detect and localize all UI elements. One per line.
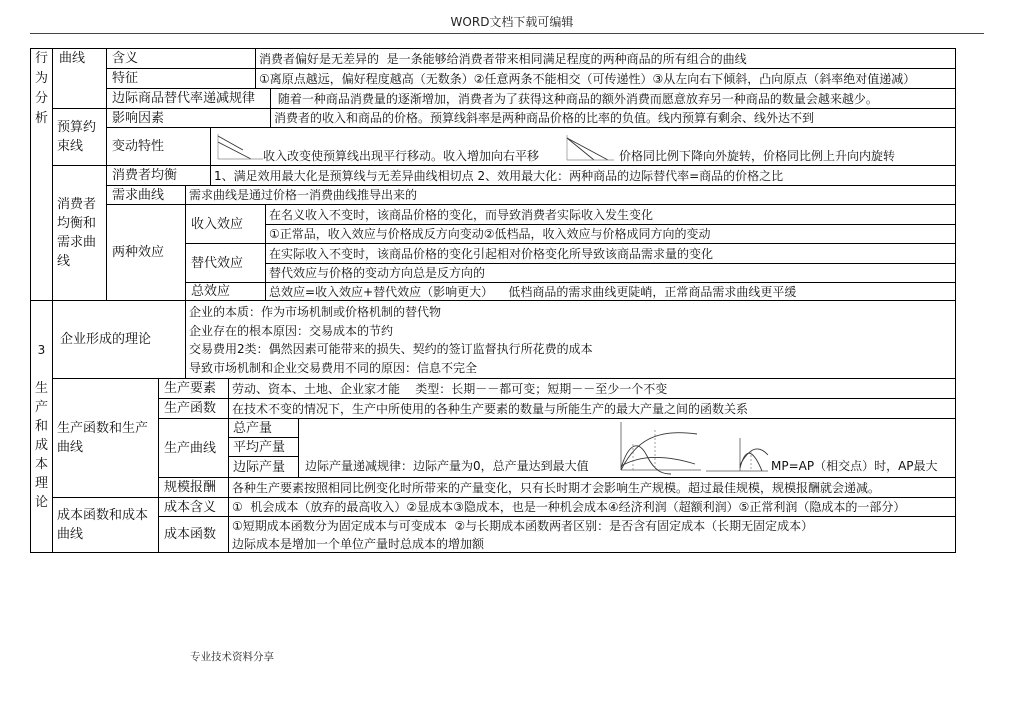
mrs-law-label: 边际商品替代率递减规律 bbox=[106, 88, 271, 109]
production-section-column bbox=[30, 300, 53, 553]
equilibrium-group-label: 消费者均衡和需求曲线 bbox=[52, 165, 107, 301]
firm-theory-line: 导致市场机制和企业交易费用不同的原因：信息不完全 bbox=[189, 360, 478, 375]
average-product-label: 平均产量 bbox=[228, 437, 299, 457]
budget-factors-text: 消费者的收入和商品的价格。预算线斜率是两种商品价格的比率的负值。线内预算有剩余、线外达不到 bbox=[270, 108, 956, 128]
budget-change-label: 变动特性 bbox=[106, 127, 211, 166]
budget-group-label: 预算约束线 bbox=[52, 108, 107, 166]
cost-meaning-text: ① 机会成本（放弃的最高收入）②显成本③隐成本，也是一种机会成本④经济利润（超额利润）⑤正常利润（隐成本的一部分） bbox=[228, 497, 956, 517]
income-effect-label: 收入效应 bbox=[185, 204, 266, 244]
firm-theory-label: 企业形成的理论 bbox=[52, 300, 186, 379]
curve-features-label: 特征 bbox=[106, 68, 256, 89]
budget-rotate-text: 价格同比例下降向外旋转，价格同比例上升向内旋转 bbox=[619, 149, 896, 163]
production-curve-label: 生产曲线 bbox=[158, 418, 229, 478]
returns-to-scale-label: 规模报酬 bbox=[158, 477, 229, 498]
budget-rotate-graph bbox=[564, 132, 616, 164]
substitution-effect-text-2: 替代效应与价格的变动方向总是反方向的 bbox=[265, 263, 956, 283]
curve-group-label: 曲线 bbox=[52, 48, 107, 109]
firm-theory-line: 交易费用2类：偶然因素可能带来的损失、契约的签订监督执行所花费的成本 bbox=[189, 342, 593, 356]
cost-meaning-label: 成本含义 bbox=[158, 497, 229, 517]
production-curves-graph bbox=[611, 420, 703, 476]
production-factors-label: 生产要素 bbox=[158, 378, 229, 399]
substitution-effect-text-1: 在实际收入不变时，该商品价格的变化引起相对价格变化所导致该商品需求量的变化 bbox=[265, 243, 956, 264]
income-effect-text-1: 在名义收入不变时，该商品价格的变化，而导致消费者实际收入发生变化 bbox=[265, 204, 956, 225]
page-header-title: WORD文档下载可编辑 bbox=[450, 15, 574, 29]
total-effect-label: 总效应 bbox=[185, 282, 266, 301]
returns-to-scale-text: 各种生产要素按照相同比例变化时所带来的产量变化，只有长时期才会影响生产规模。超过最佳规模，规模报酬就会递减。 bbox=[228, 477, 956, 498]
budget-change-cell bbox=[210, 127, 956, 166]
mrs-law-text: 随着一种商品消费量的逐渐增加，消费者为了获得这种商品的额外消费而愿意放弃另一种商品的数量会越来越少。 bbox=[270, 88, 956, 109]
budget-shift-text: 收入改变使预算线出现平行移动。收入增加向右平移 bbox=[263, 149, 540, 163]
budget-shift-graph bbox=[215, 131, 265, 163]
curve-meaning-label: 含义 bbox=[106, 48, 256, 69]
total-product-label: 总产量 bbox=[228, 418, 299, 438]
footer-text: 专业技术资料分享 bbox=[190, 651, 274, 663]
curve-meaning-text: 消费者偏好是无差异的 是一条能够给消费者带来相同满足程度的两种商品的所有组合的曲线 bbox=[255, 48, 956, 69]
cost-function-line-1: ①短期成本函数分为固定成本与可变成本 ②与长期成本函数两者区别：是否含有固定成本（长期无固定成本） bbox=[232, 519, 814, 533]
marginal-product-label: 边际产量 bbox=[228, 456, 299, 478]
marginal-law-text: 边际产量递减规律：边际产量为0，总产量达到最大值 bbox=[305, 459, 589, 473]
production-function-text: 在技术不变的情况下，生产中所使用的各种生产要素的数量与所能生产的最大产量之间的函数关系 bbox=[228, 398, 956, 419]
curve-features-text: ①离原点越远，偏好程度越高（无数条）②任意两条不能相交（可传递性）③从左向右下倾斜，凸向原点（斜率绝对值递减） bbox=[255, 68, 956, 89]
demand-curve-text: 需求曲线是通过价格一消费曲线推导出来的 bbox=[185, 185, 956, 205]
cost-group-label: 成本函数和成本曲线 bbox=[52, 497, 159, 553]
consumer-equilibrium-label: 消费者均衡 bbox=[106, 165, 211, 186]
production-section-title: 生产和成本理论 bbox=[34, 381, 48, 510]
cost-function-label: 成本函数 bbox=[158, 516, 229, 553]
production-curve-cell bbox=[298, 418, 956, 478]
substitution-effect-label: 替代效应 bbox=[185, 243, 266, 283]
firm-theory-cell bbox=[185, 300, 956, 379]
behavior-section-title: 行为分析 bbox=[30, 48, 53, 301]
firm-theory-line: 企业的本质：作为市场机制或价格机制的替代物 bbox=[189, 305, 442, 319]
mp-ap-graph bbox=[704, 435, 770, 475]
production-function-label: 生产函数 bbox=[158, 398, 229, 419]
production-factors-text: 劳动、资本、土地、企业家才能 类型：长期－－都可变；短期－－至少一个不变 bbox=[228, 378, 956, 399]
mp-ap-text: MP=AP（相交点）时，AP最大 bbox=[771, 459, 938, 473]
budget-factors-label: 影响因素 bbox=[106, 108, 271, 128]
total-effect-text: 总效应=收入效应+替代效应（影响更大） 低档商品的需求曲线更陡峭，正常商品需求曲线更平缓 bbox=[265, 282, 956, 301]
cost-function-line-2: 边际成本是增加一个单位产量时总成本的增加额 bbox=[232, 537, 485, 551]
production-group-label: 生产函数和生产曲线 bbox=[52, 378, 159, 498]
firm-theory-line: 企业存在的根本原因：交易成本的节约 bbox=[189, 323, 394, 338]
two-effects-label: 两种效应 bbox=[106, 204, 186, 301]
cost-function-cell bbox=[228, 516, 956, 553]
production-section-number: 3 bbox=[37, 343, 46, 357]
income-effect-text-2: ①正常品，收入效应与价格成反方向变动②低档品，收入效应与价格成同方向的变动 bbox=[265, 224, 956, 244]
demand-curve-label: 需求曲线 bbox=[106, 185, 186, 205]
consumer-equilibrium-text: 1、满足效用最大化是预算线与无差异曲线相切点 2、效用最大化：两种商品的边际替代率=商品的价格之比 bbox=[210, 165, 956, 186]
